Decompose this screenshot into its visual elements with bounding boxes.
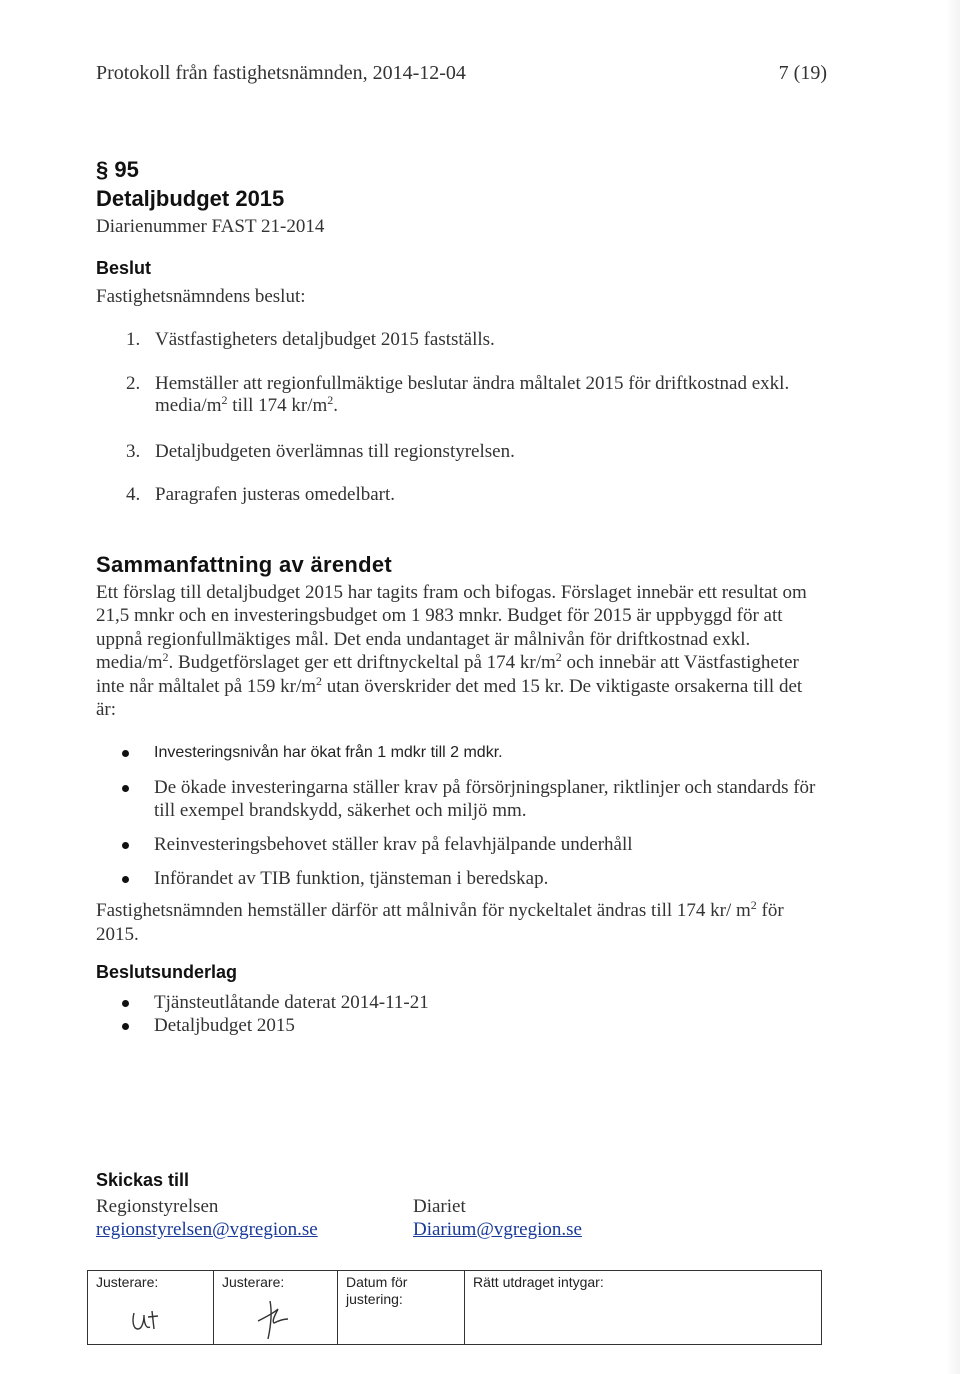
list-item-text: Investeringsnivån har ökat från 1 mdkr till 2 mdkr. [154,744,503,761]
justerare-cell-1 [88,1271,214,1344]
justerare-cell-2 [214,1271,338,1344]
beslutsunderlag-heading: Beslutsunderlag [96,962,238,982]
decision-item-2 [126,373,826,419]
decision-text: Hemställer att regionfullmäktige beslutar ändra måltalet 2015 för driftkostnad exkl. media/$m^2$ till 174 $kr/m^2$. [155,373,790,416]
decision-text: Detaljbudgeten överlämnas till regionstyrelsen. [155,441,515,462]
signature-initials-2 [252,1299,292,1341]
decision-number: 3. [126,441,141,462]
decision-item-3 [126,441,826,465]
justerare-label: Justerare: [96,1274,159,1290]
decision-number: 1. [126,329,141,350]
justerare-label: Justerare: [222,1274,285,1290]
recipient-email-link[interactable]: regionstyrelsen@vgregion.se [96,1219,318,1240]
beslut-heading: Beslut [96,258,152,278]
recipient-name: Diariet [413,1196,466,1217]
list-item [122,1014,842,1038]
datum-cell [338,1271,465,1344]
page-title: Detaljbudget 2015 [96,186,285,211]
list-item [122,991,842,1015]
decision-item-1 [126,329,826,353]
bullet-icon [122,750,129,757]
decision-number: 2. [126,373,141,394]
bullet-icon [122,876,129,883]
skickas-till-heading: Skickas till [96,1170,190,1190]
decision-number: 4. [126,484,141,505]
list-item-text: Detaljbudget 2015 [154,1015,295,1036]
recipient-email-link[interactable]: Diarium@vgregion.se [413,1219,582,1240]
list-item-text: De ökade investeringarna ställer krav på försörjningsplaner, riktlinjer och standards för till exempel brandskydd, säkerhet och miljö mm. [154,777,816,821]
list-item [122,833,842,857]
utdrag-cell [465,1271,821,1344]
datum-label: Datum för justering: [346,1274,408,1307]
page-number: 7 (19) [778,62,827,84]
diarienummer: Diarienummer FAST 21-2014 [96,216,325,237]
sammanfattning-heading: Sammanfattning av ärendet [96,552,393,577]
paragraph-number: § 95 [96,157,139,182]
sammanfattning-paragraph: Ett förslag till detaljbudget 2015 har tagits fram och bifogas. Förslaget innebär ett resultat om 21,5 mnkr och en investeringsbudget om 1 983 mnkr. Budget för 2015 är uppbyggd för att uppnå regionfullmäktiges mål. Det enda undantaget är målnivån för driftkostnad exkl. media/$m^2$. Budgetförslaget ger ett driftnyckeltal på 174 $kr/m^2$ och innebär att Västfastigheter inte når måltalet på 159 $kr/m^2$ utan överskrider det med 15 kr. De viktigaste orsakerna till det är: [96,582,807,721]
list-item [122,741,842,765]
signature-initials-1 [130,1307,164,1337]
utdrag-label: Rätt utdraget intygar: [473,1274,604,1290]
bullet-icon [122,1023,129,1030]
decision-text: Paragrafen justeras omedelbart. [155,484,396,505]
scan-edge [946,0,960,1374]
recipient-name: Regionstyrelsen [96,1196,219,1217]
list-item-text: Reinvesteringsbehovet ställer krav på felavhjälpande underhåll [154,834,633,855]
list-item-text: Tjänsteutlåtande daterat 2014-11-21 [154,992,429,1013]
list-item [122,776,842,822]
list-item [122,867,842,891]
document-header-title: Protokoll från fastighetsnämnden, 2014-12-04 [96,62,466,84]
beslut-intro: Fastighetsnämndens beslut: [96,286,306,307]
bullet-icon [122,842,129,849]
conclusion-paragraph: Fastighetsnämnden hemställer därför att målnivån för nyckeltalet ändras till 174 kr/ $m^2$ för 2015. [96,898,784,945]
bullet-icon [122,1000,129,1007]
list-item-text: Införandet av TIB funktion, tjänsteman i beredskap. [154,868,549,889]
signature-table [87,1270,822,1345]
decision-item-4 [126,484,826,508]
decision-text: Västfastigheters detaljbudget 2015 fastställs. [155,329,495,350]
bullet-icon [122,785,129,792]
